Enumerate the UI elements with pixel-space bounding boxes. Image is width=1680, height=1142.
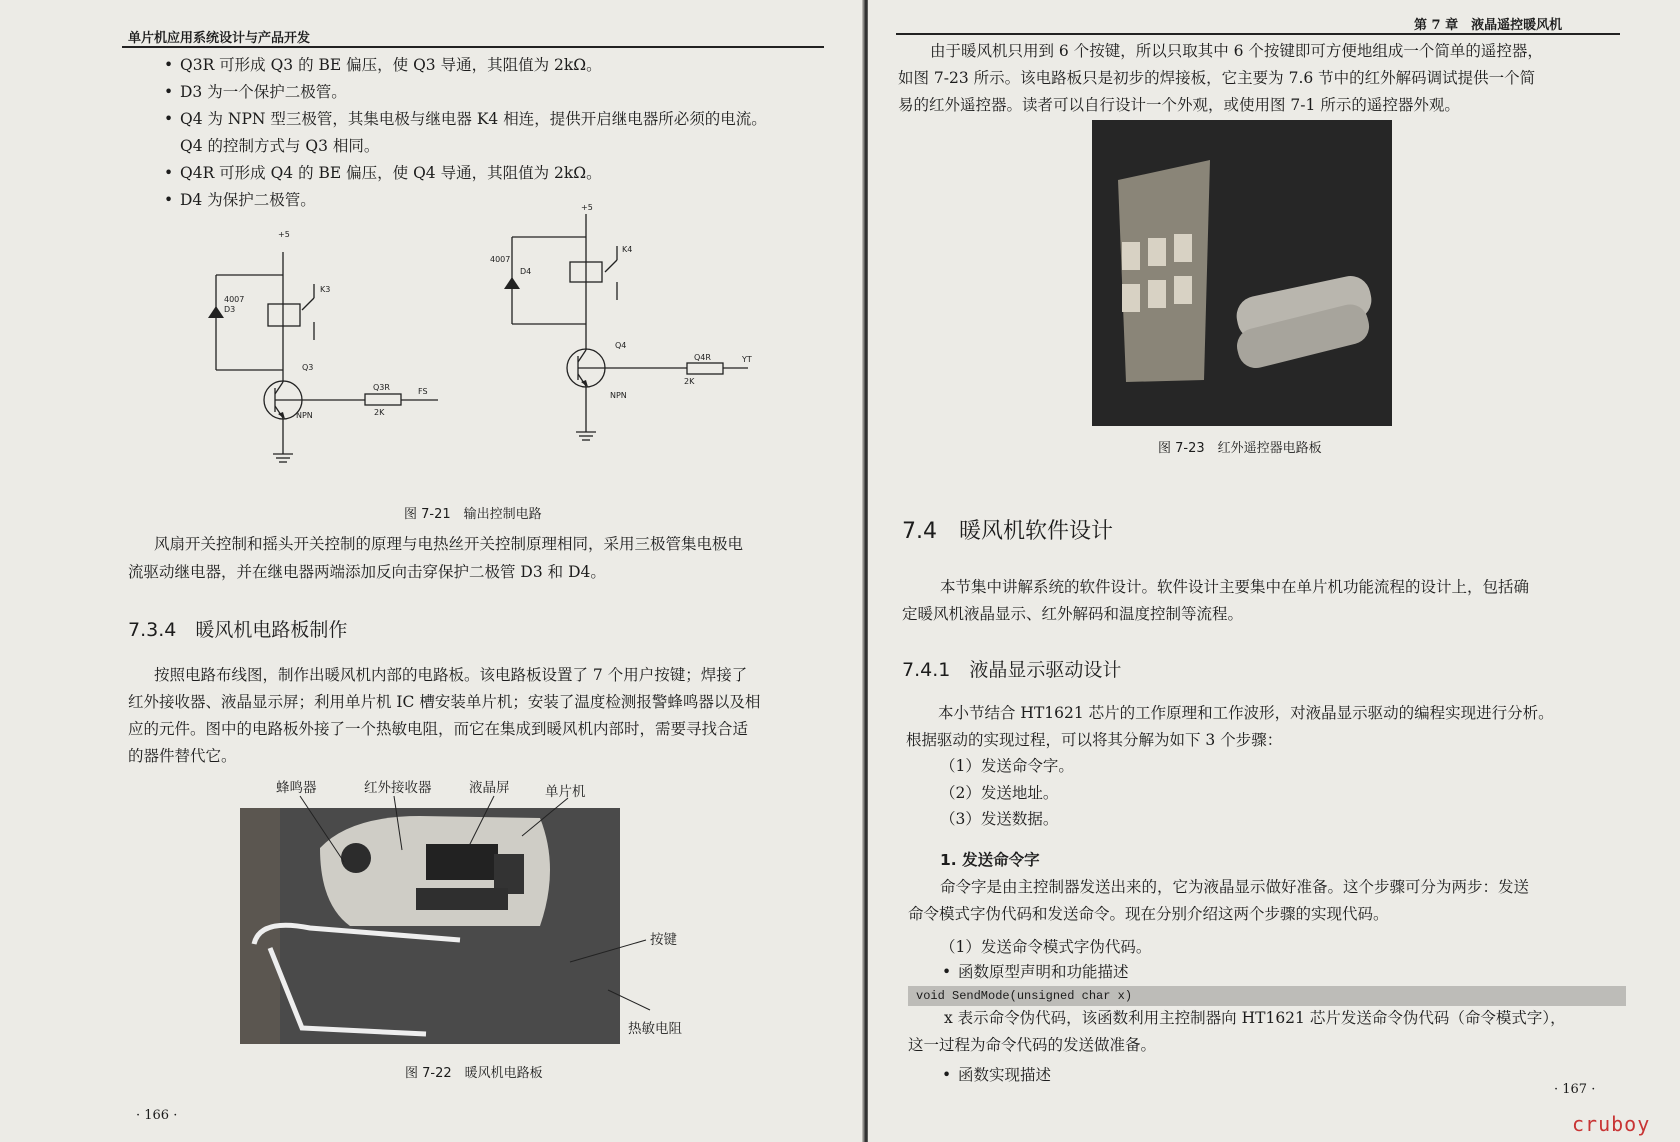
- running-head: 第 7 章 液晶遥控暖风机: [1414, 18, 1563, 33]
- code-line: void SendMode(unsigned char x): [908, 986, 1626, 1006]
- paragraph-line: 本节集中讲解系统的软件设计。软件设计主要集中在单片机功能流程的设计上，包括确: [940, 578, 1530, 596]
- figure-caption: 图 7-21 输出控制电路: [404, 507, 542, 522]
- vcc-label: +5: [278, 230, 290, 239]
- page-number: · 167 ·: [1554, 1082, 1596, 1097]
- subsection-heading: 7.4.1 液晶显示驱动设计: [902, 659, 1122, 681]
- label-lcd: 液晶屏: [469, 780, 510, 796]
- bullet-item: • D4 为保护二极管。: [180, 187, 316, 214]
- diode-ref: D3: [224, 305, 236, 314]
- diode-value: 4007: [490, 255, 511, 264]
- paragraph-line: 这一过程为命令代码的发送做准备。: [908, 1036, 1157, 1054]
- net-label: YT: [742, 355, 752, 364]
- bullet-item: • 函数原型声明和功能描述: [958, 959, 1129, 986]
- paragraph-line: 按照电路布线图，制作出暖风机内部的电路板。该电路板设置了 7 个用户按键；焊接了: [154, 666, 748, 684]
- paragraph-line: 如图 7-23 所示。该电路板只是初步的焊接板，它主要为 7.6 节中的红外解码调试提供一个简: [898, 69, 1536, 87]
- resistor-ref: Q3R: [373, 383, 390, 392]
- paragraph-line: 红外接收器、液晶显示屏；利用单片机 IC 槽安装单片机；安装了温度检测报警蜂鸣器以及相: [128, 693, 761, 711]
- list-item: （3）发送数据。: [940, 810, 1059, 828]
- label-thermistor: 热敏电阻: [628, 1021, 682, 1037]
- running-head: 单片机应用系统设计与产品开发: [128, 31, 311, 46]
- transistor-type: NPN: [296, 411, 313, 420]
- paragraph-line: 由于暖风机只用到 6 个按键，所以只取其中 6 个按键即可方便地组成一个简单的遥控器，: [930, 42, 1543, 60]
- label-keys: 按键: [650, 932, 677, 948]
- paragraph-line: 定暖风机液晶显示、红外解码和温度控制等流程。: [902, 605, 1244, 623]
- ir-remote-board-photo: [1092, 120, 1392, 426]
- label-buzzer: 蜂鸣器: [276, 780, 317, 796]
- diode-value: 4007: [224, 295, 245, 304]
- figure-caption: 图 7-22 暖风机电路板: [405, 1066, 543, 1081]
- paragraph-line: 命令模式字伪代码和发送命令。现在分别介绍这两个步骤的实现代码。: [908, 905, 1389, 923]
- vcc-label: +5: [581, 203, 593, 212]
- section-heading: 7.3.4 暖风机电路板制作: [128, 619, 348, 641]
- figure-caption: 图 7-23 红外遥控器电路板: [1158, 441, 1322, 456]
- bullet-item: • Q4R 可形成 Q4 的 BE 偏压，使 Q4 导通，其阻值为 2kΩ。: [180, 160, 602, 187]
- step-heading: 1. 发送命令字: [940, 851, 1040, 869]
- label-mcu: 单片机: [545, 784, 586, 800]
- paragraph-line: 命令字是由主控制器发送出来的，它为液晶显示做好准备。这个步骤可分为两步：发送: [940, 878, 1530, 896]
- list-item: （1）发送命令模式字伪代码。: [940, 938, 1152, 956]
- paragraph-line: x 表示命令伪代码，该函数利用主控制器向 HT1621 芯片发送命令伪代码（命令模式字），: [944, 1009, 1566, 1027]
- chapter-section-heading: 7.4 暖风机软件设计: [902, 519, 1113, 544]
- bullet-item: • D3 为一个保护二极管。: [180, 79, 347, 106]
- paragraph-line: 流驱动继电器，并在继电器两端添加反向击穿保护二极管 D3 和 D4。: [128, 563, 606, 581]
- bullet-item: • Q4 为 NPN 型三极管，其集电极与继电器 K4 相连，提供开启继电器所必须的电流。: [180, 106, 767, 133]
- header-rule: [896, 33, 1620, 35]
- resistor-value: 2K: [374, 408, 385, 417]
- relay-ref: K3: [320, 285, 331, 294]
- label-ir-receiver: 红外接收器: [364, 780, 432, 796]
- paragraph-line: 风扇开关控制和摇头开关控制的原理与电热丝开关控制原理相同，采用三极管集电极电: [154, 535, 744, 553]
- transistor-ref: Q3: [302, 363, 314, 372]
- bullet-item: • 函数实现描述: [958, 1062, 1051, 1089]
- right-page: [868, 0, 1680, 1142]
- bullet-item: • Q3R 可形成 Q3 的 BE 偏压，使 Q3 导通，其阻值为 2kΩ。: [180, 52, 602, 79]
- resistor-value: 2K: [684, 377, 695, 386]
- relay-ref: K4: [622, 245, 633, 254]
- net-label: FS: [418, 387, 428, 396]
- list-item: （1）发送命令字。: [940, 757, 1074, 775]
- transistor-ref: Q4: [615, 341, 627, 350]
- diode-ref: D4: [520, 267, 532, 276]
- paragraph-line: 本小节结合 HT1621 芯片的工作原理和工作波形，对液晶显示驱动的编程实现进行分析。: [938, 704, 1554, 722]
- paragraph-line: 根据驱动的实现过程，可以将其分解为如下 3 个步骤：: [906, 731, 1283, 749]
- transistor-type: NPN: [610, 391, 627, 400]
- paragraph-line: 的器件替代它。: [128, 747, 237, 765]
- bullet-continuation: Q4 的控制方式与 Q3 相同。: [180, 137, 380, 155]
- paragraph-line: 应的元件。图中的电路板外接了一个热敏电阻，而它在集成到暖风机内部时，需要寻找合适: [128, 720, 749, 738]
- page-number: · 166 ·: [136, 1108, 178, 1123]
- paragraph-line: 易的红外遥控器。读者可以自行设计一个外观，或使用图 7-1 所示的遥控器外观。: [898, 96, 1460, 114]
- scanner-watermark: cruboy: [1572, 1112, 1651, 1136]
- remote-illustration: [1092, 120, 1392, 426]
- resistor-ref: Q4R: [694, 353, 711, 362]
- list-item: （2）发送地址。: [940, 784, 1059, 802]
